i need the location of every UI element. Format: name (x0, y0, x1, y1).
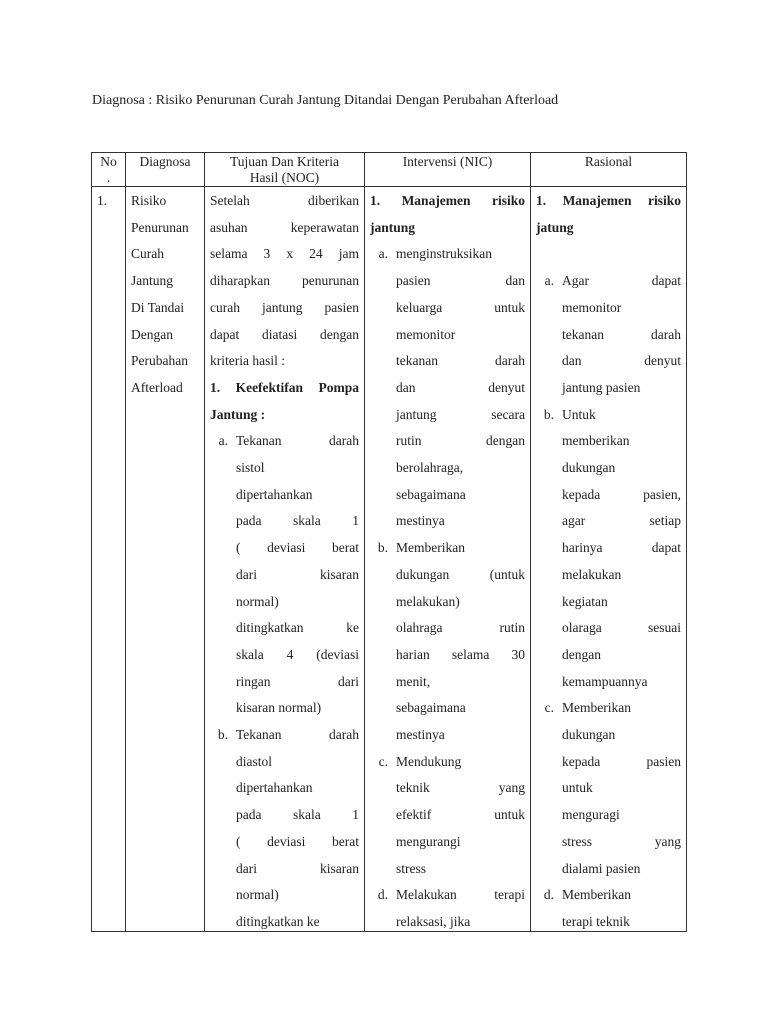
text-line: Tekanan darah (236, 727, 359, 743)
text-line: ditingkatkan ke (236, 913, 320, 929)
text-line: dari kisaran (236, 566, 359, 582)
text-line: harinya dapat (562, 540, 681, 556)
text-line: kepada pasien, (562, 486, 681, 502)
spacer (536, 241, 681, 268)
list-item (370, 749, 525, 883)
text-line: olaraga sesuai (562, 620, 681, 636)
text-line: diastol (236, 753, 272, 769)
text-line: berolahraga, (396, 460, 464, 476)
cell-diagnosa (126, 187, 205, 932)
header-rasional: Rasional (531, 153, 687, 187)
list-item-text (396, 749, 525, 883)
diagnosa-line: Risiko (131, 193, 167, 208)
text-line: melakukan (562, 566, 622, 582)
text-line: dan denyut (396, 379, 525, 395)
text-line: untuk (562, 780, 593, 796)
rasional-heading: jatung (536, 219, 574, 235)
text-line: memonitor (562, 299, 622, 315)
list-marker: b. (377, 540, 388, 556)
text-line: melakukan) (396, 593, 460, 609)
list-item-text (562, 882, 681, 931)
text-line: pada skala 1 (236, 807, 359, 823)
list-item (370, 241, 525, 535)
list-item (370, 882, 525, 931)
document-heading: Diagnosa : Risiko Penurunan Curah Jantung Ditandai Dengan Perubahan Afterload (92, 93, 559, 108)
text-line: kegiatan (562, 593, 608, 609)
text-line: olahraga rutin (396, 620, 525, 636)
tujuan-line: Setelah diberikan (210, 193, 359, 208)
diagnosa-line: Dengan (131, 326, 173, 342)
list-item (210, 428, 359, 722)
text-line: agar setiap (562, 513, 681, 529)
list-marker: a. (378, 246, 388, 262)
text-line: dukungan (562, 727, 616, 743)
list-item-text (562, 402, 681, 696)
rasional-list (536, 268, 681, 931)
tujuan-line: kriteria hasil : (210, 353, 285, 369)
text-line: menguragi (562, 807, 620, 823)
list-item (370, 535, 525, 749)
list-item (536, 695, 681, 882)
text-line: memonitor (396, 326, 456, 342)
text-line: mestinya (396, 727, 445, 743)
text-line: dukungan (untuk (396, 566, 525, 582)
text-line: relaksasi, jika (396, 913, 471, 929)
text-line: dari kisaran (236, 860, 359, 876)
text-line: sebagaimana (396, 486, 466, 502)
list-marker: d. (377, 887, 388, 903)
header-diagnosa: Diagnosa (126, 153, 205, 187)
header-row (92, 153, 687, 187)
text-line: Mendukung (396, 753, 462, 769)
diagnosa-line: Afterload (131, 379, 183, 395)
text-line: tekanan darah (396, 353, 525, 369)
list-item-text (396, 882, 525, 931)
text-line: mestinya (396, 513, 445, 529)
text-line: dipertahankan (236, 780, 313, 796)
text-line: Memberikan (396, 540, 465, 556)
text-line: dialami pasien (562, 860, 641, 876)
list-item-text (396, 241, 525, 535)
text-line: Agar dapat (562, 273, 681, 289)
cell-rasional (531, 187, 687, 932)
text-line: ( deviasi berat (236, 540, 359, 556)
text-line: tekanan darah (562, 326, 681, 342)
header-intervensi: Intervensi (NIC) (365, 153, 531, 187)
text-line: Memberikan (562, 887, 631, 903)
text-line: pada skala 1 (236, 513, 359, 529)
tujuan-line: curah jantung pasien (210, 299, 359, 315)
text-line: efektif untuk (396, 807, 525, 823)
header-no: No . (92, 153, 126, 187)
tujuan-heading: 1. Keefektifan Pompa (210, 379, 359, 395)
text-line: jantung secara (396, 406, 525, 422)
tujuan-line: selama 3 x 24 jam (210, 246, 359, 262)
text-line: Untuk (562, 406, 596, 422)
text-line: kemampuannya (562, 673, 648, 689)
text-line: keluarga untuk (396, 299, 525, 315)
list-marker: c. (544, 700, 554, 716)
cell-intervensi (365, 187, 531, 932)
care-plan-table (91, 152, 687, 932)
text-line: menit, (396, 673, 431, 689)
text-line: Tekanan darah (236, 433, 359, 449)
text-line: skala 4 (deviasi (236, 646, 359, 662)
list-marker: d. (543, 887, 554, 903)
text-line: dengan (562, 646, 601, 662)
text-line: menginstruksikan (396, 246, 492, 262)
tujuan-line: diharapkan penurunan (210, 273, 359, 289)
text-line: stress (396, 860, 426, 876)
cell-tujuan (205, 187, 365, 932)
text-line: pasien dan (396, 273, 525, 289)
list-item-text (236, 428, 359, 722)
text-line: Melakukan terapi (396, 887, 525, 903)
text-line: teknik yang (396, 780, 525, 796)
diagnosa-line: Curah (131, 246, 164, 262)
text-line: sistol (236, 460, 265, 476)
rasional-heading: 1. Manajemen risiko (536, 193, 681, 208)
list-item-text (396, 535, 525, 749)
text-line: harian selama 30 (396, 646, 525, 662)
text-line: dan denyut (562, 353, 681, 369)
text-line: terapi teknik (562, 913, 630, 929)
intervensi-heading: jantung (370, 219, 416, 235)
cell-no: 1. (92, 187, 126, 932)
list-marker: a. (218, 433, 228, 449)
list-item-text (562, 268, 681, 402)
diagnosa-line: Jantung (131, 273, 173, 289)
table-row (92, 187, 687, 932)
tujuan-heading: Jantung : (210, 406, 266, 422)
header-tujuan: Tujuan Dan Kriteria Hasil (NOC) (205, 153, 365, 187)
diagnosa-line: Penurunan (131, 219, 189, 235)
tujuan-line: dapat diatasi dengan (210, 326, 359, 342)
text-line: sebagaimana (396, 700, 466, 716)
list-item (536, 882, 681, 931)
list-item-text (562, 695, 681, 882)
text-line: ringan dari (236, 673, 359, 689)
list-marker: a. (544, 273, 554, 289)
list-item (210, 722, 359, 931)
text-line: normal) (236, 593, 279, 609)
text-line: normal) (236, 887, 279, 903)
text-line: ( deviasi berat (236, 833, 359, 849)
list-item (536, 268, 681, 402)
intervensi-heading: 1. Manajemen risiko (370, 193, 525, 208)
text-line: memberikan (562, 433, 630, 449)
diagnosa-line: Perubahan (131, 353, 188, 369)
text-line: Memberikan (562, 700, 631, 716)
text-line: mengurangi (396, 833, 461, 849)
text-line: dipertahankan (236, 486, 313, 502)
text-line: stress yang (562, 833, 681, 849)
list-marker: b. (217, 727, 228, 743)
text-line: kepada pasien (562, 753, 681, 769)
text-line: jantung pasien (562, 379, 641, 395)
list-marker: b. (543, 406, 554, 422)
text-line: kisaran normal) (236, 700, 322, 716)
list-item (536, 402, 681, 696)
list-item-text (236, 722, 359, 931)
diagnosa-line: Di Tandai (131, 299, 185, 315)
tujuan-line: asuhan keperawatan (210, 219, 359, 235)
intervensi-list (370, 241, 525, 931)
text-line: rutin dengan (396, 433, 525, 449)
tujuan-list (210, 428, 359, 931)
text-line: ditingkatkan ke (236, 620, 359, 636)
list-marker: c. (378, 753, 388, 769)
text-line: dukungan (562, 460, 616, 476)
